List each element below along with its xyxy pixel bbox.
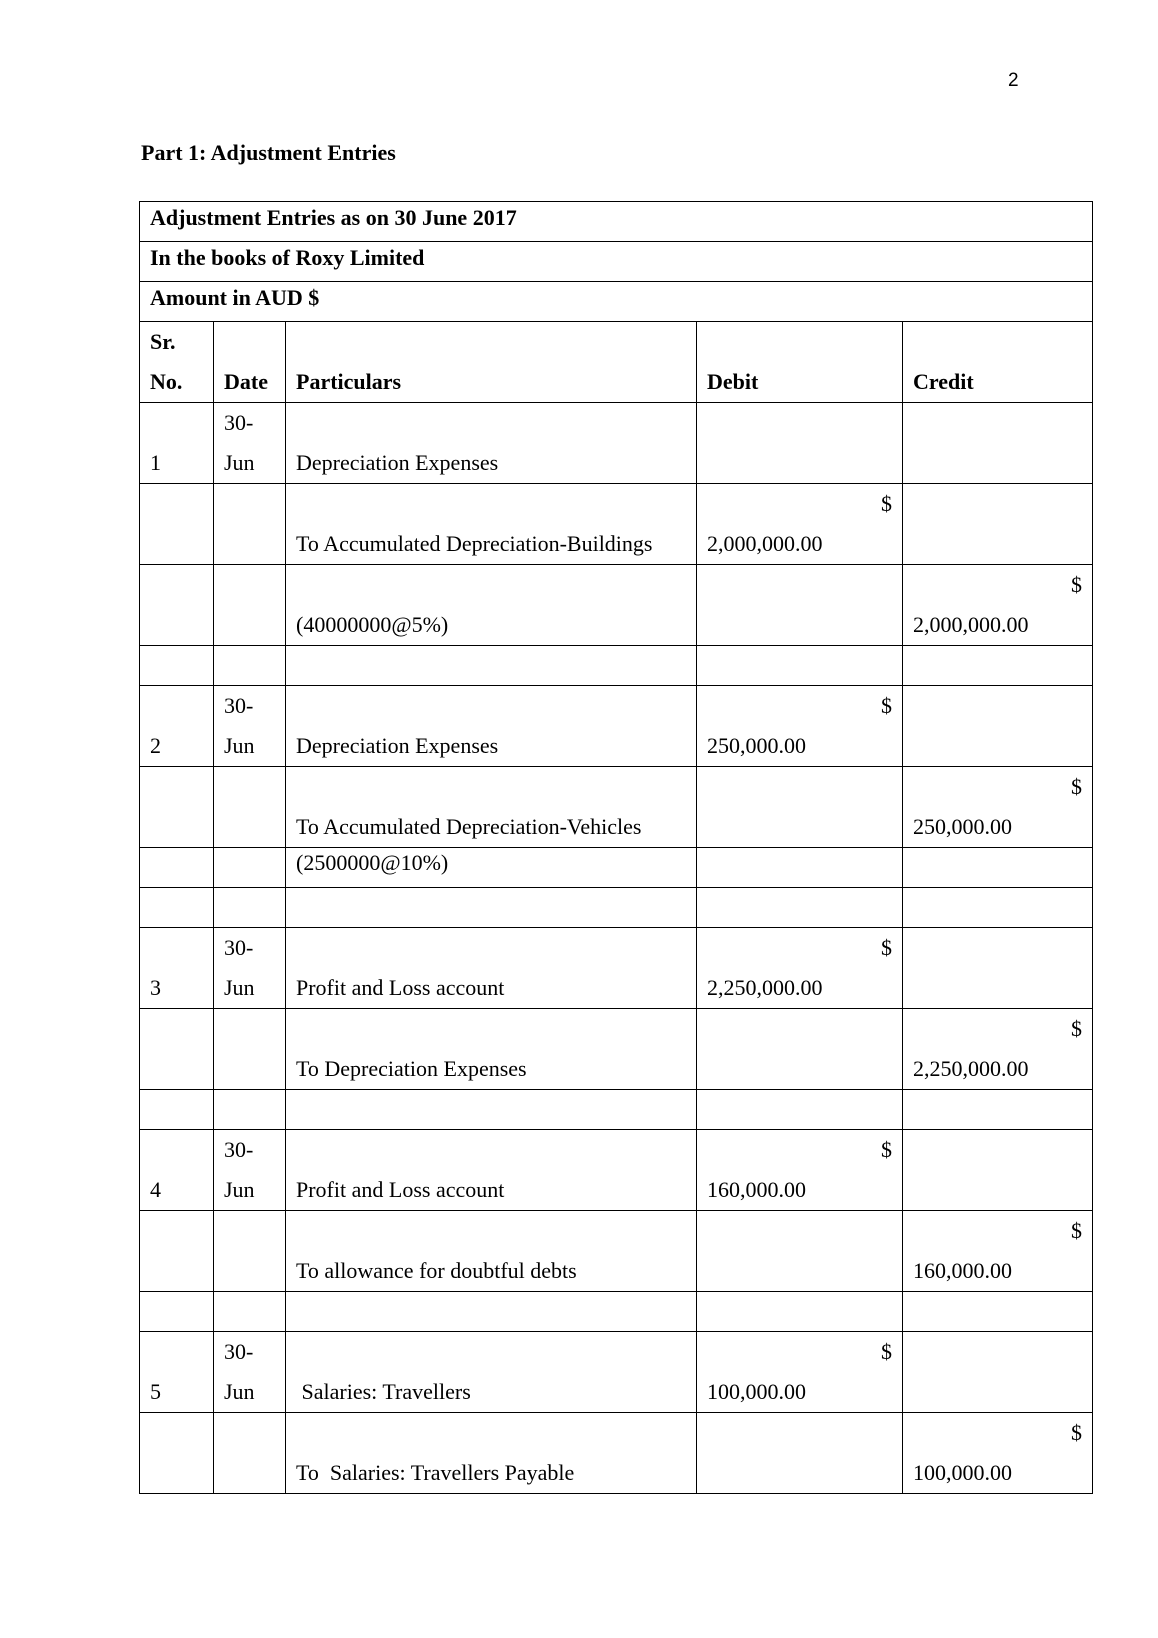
table-row (140, 1130, 1093, 1211)
sr-cell (140, 403, 214, 484)
debit-currency: $ (881, 1137, 892, 1162)
date-cell (214, 1009, 286, 1090)
table-row (140, 484, 1093, 565)
debit-value: 100,000.00 (707, 1379, 806, 1404)
date-top: 30- (224, 1339, 254, 1364)
credit-cell (903, 928, 1093, 1009)
col-header-debit-label: Debit (707, 369, 759, 394)
books-row (140, 242, 1093, 282)
credit-currency: $ (1071, 1420, 1083, 1445)
credit-value: 160,000.00 (913, 1258, 1012, 1283)
col-header-sr-no (140, 322, 214, 403)
particulars-value: Salaries: Travellers (296, 1379, 471, 1404)
debit-cell (697, 848, 903, 888)
sr-cell (140, 1413, 214, 1494)
sr-cell (140, 767, 214, 848)
debit-value: 160,000.00 (707, 1177, 806, 1202)
col-header-date (214, 322, 286, 403)
debit-cell (697, 1211, 903, 1292)
particulars-cell (286, 848, 697, 888)
currency-note: Amount in AUD $ (140, 282, 1093, 322)
sr-value: 5 (150, 1379, 161, 1404)
credit-currency: $ (1071, 572, 1083, 597)
date-cell (214, 848, 286, 888)
particulars-cell (286, 1130, 697, 1211)
column-header-row (140, 322, 1093, 403)
books-label: In the books of Roxy Limited (140, 242, 1093, 282)
debit-value: 250,000.00 (707, 733, 806, 758)
particulars-value: Depreciation Expenses (296, 450, 499, 475)
credit-cell (903, 565, 1093, 646)
sr-value: 4 (150, 1177, 161, 1202)
table-row (140, 848, 1093, 888)
debit-cell (697, 484, 903, 565)
debit-value: 2,250,000.00 (707, 975, 823, 1000)
particulars-cell (286, 1009, 697, 1090)
credit-cell (903, 1211, 1093, 1292)
sr-value: 2 (150, 733, 161, 758)
adjustment-entries-table (139, 201, 1093, 1494)
date-cell (214, 928, 286, 1009)
debit-value: 2,000,000.00 (707, 531, 823, 556)
credit-currency: $ (1071, 774, 1083, 799)
debit-currency: $ (881, 693, 892, 718)
debit-cell (697, 1413, 903, 1494)
section-heading: Part 1: Adjustment Entries (141, 140, 396, 165)
spacer-row (140, 1090, 1093, 1130)
date-cell (214, 767, 286, 848)
debit-cell (697, 1332, 903, 1413)
date-cell (214, 565, 286, 646)
date-top: 30- (224, 1137, 254, 1162)
sr-cell (140, 686, 214, 767)
credit-cell (903, 403, 1093, 484)
debit-cell (697, 686, 903, 767)
table-row (140, 1332, 1093, 1413)
spacer-row (140, 1292, 1093, 1332)
table-row (140, 1211, 1093, 1292)
particulars-cell (286, 1211, 697, 1292)
page-number: 2 (1008, 70, 1019, 91)
table-row (140, 928, 1093, 1009)
table-row (140, 686, 1093, 767)
date-cell (214, 1413, 286, 1494)
table-row (140, 403, 1093, 484)
sr-value: 1 (150, 450, 161, 475)
debit-currency: $ (881, 1339, 892, 1364)
col-header-debit (697, 322, 903, 403)
table-title-row (140, 202, 1093, 242)
credit-cell (903, 1332, 1093, 1413)
particulars-value: To Accumulated Depreciation-Buildings (296, 531, 653, 556)
date-bottom: Jun (224, 1379, 255, 1404)
particulars-value: (2500000@10%) (296, 850, 449, 875)
col-header-date-label: Date (224, 369, 268, 394)
col-header-sr-top: Sr. (150, 329, 176, 354)
credit-value: 100,000.00 (913, 1460, 1012, 1485)
date-cell (214, 686, 286, 767)
date-bottom: Jun (224, 975, 255, 1000)
credit-cell (903, 686, 1093, 767)
date-cell (214, 403, 286, 484)
debit-cell (697, 1130, 903, 1211)
particulars-value: To allowance for doubtful debts (296, 1258, 577, 1283)
col-header-particulars (286, 322, 697, 403)
spacer-row (140, 646, 1093, 686)
sr-cell (140, 928, 214, 1009)
particulars-value: (40000000@5%) (296, 612, 449, 637)
debit-cell (697, 565, 903, 646)
date-top: 30- (224, 693, 254, 718)
sr-cell (140, 1130, 214, 1211)
particulars-value: Depreciation Expenses (296, 733, 499, 758)
sr-cell (140, 565, 214, 646)
debit-currency: $ (881, 935, 892, 960)
currency-row (140, 282, 1093, 322)
col-header-credit (903, 322, 1093, 403)
date-cell (214, 1332, 286, 1413)
credit-cell (903, 484, 1093, 565)
sr-cell (140, 1009, 214, 1090)
table-row (140, 565, 1093, 646)
date-bottom: Jun (224, 1177, 255, 1202)
credit-cell (903, 1009, 1093, 1090)
particulars-cell (286, 1332, 697, 1413)
credit-currency: $ (1071, 1016, 1083, 1041)
table-row (140, 767, 1093, 848)
sr-cell (140, 848, 214, 888)
particulars-value: Profit and Loss account (296, 975, 505, 1000)
sr-cell (140, 484, 214, 565)
particulars-cell (286, 686, 697, 767)
particulars-cell (286, 565, 697, 646)
debit-cell (697, 403, 903, 484)
particulars-value: To Accumulated Depreciation-Vehicles (296, 814, 642, 839)
spacer-row (140, 888, 1093, 928)
credit-value: 2,250,000.00 (913, 1056, 1029, 1081)
date-cell (214, 1130, 286, 1211)
date-cell (214, 1211, 286, 1292)
credit-value: 250,000.00 (913, 814, 1012, 839)
sr-value: 3 (150, 975, 161, 1000)
credit-cell (903, 848, 1093, 888)
credit-cell (903, 1130, 1093, 1211)
table-row (140, 1413, 1093, 1494)
credit-currency: $ (1071, 1218, 1083, 1243)
date-bottom: Jun (224, 450, 255, 475)
credit-value: 2,000,000.00 (913, 612, 1029, 637)
table-row (140, 1009, 1093, 1090)
date-bottom: Jun (224, 733, 255, 758)
credit-cell (903, 767, 1093, 848)
particulars-cell (286, 1413, 697, 1494)
col-header-sr-bottom: No. (150, 369, 183, 394)
col-header-particulars-label: Particulars (296, 369, 402, 394)
date-cell (214, 484, 286, 565)
col-header-credit-label: Credit (913, 369, 974, 394)
particulars-value: To Depreciation Expenses (296, 1056, 527, 1081)
particulars-cell (286, 928, 697, 1009)
particulars-cell (286, 767, 697, 848)
debit-cell (697, 767, 903, 848)
particulars-value: Profit and Loss account (296, 1177, 505, 1202)
debit-cell (697, 928, 903, 1009)
table-title: Adjustment Entries as on 30 June 2017 (140, 202, 1093, 242)
date-top: 30- (224, 935, 254, 960)
sr-cell (140, 1332, 214, 1413)
sr-cell (140, 1211, 214, 1292)
credit-cell (903, 1413, 1093, 1494)
particulars-cell (286, 403, 697, 484)
particulars-value: To Salaries: Travellers Payable (296, 1460, 575, 1485)
debit-currency: $ (881, 491, 892, 516)
debit-cell (697, 1009, 903, 1090)
date-top: 30- (224, 410, 254, 435)
particulars-cell (286, 484, 697, 565)
